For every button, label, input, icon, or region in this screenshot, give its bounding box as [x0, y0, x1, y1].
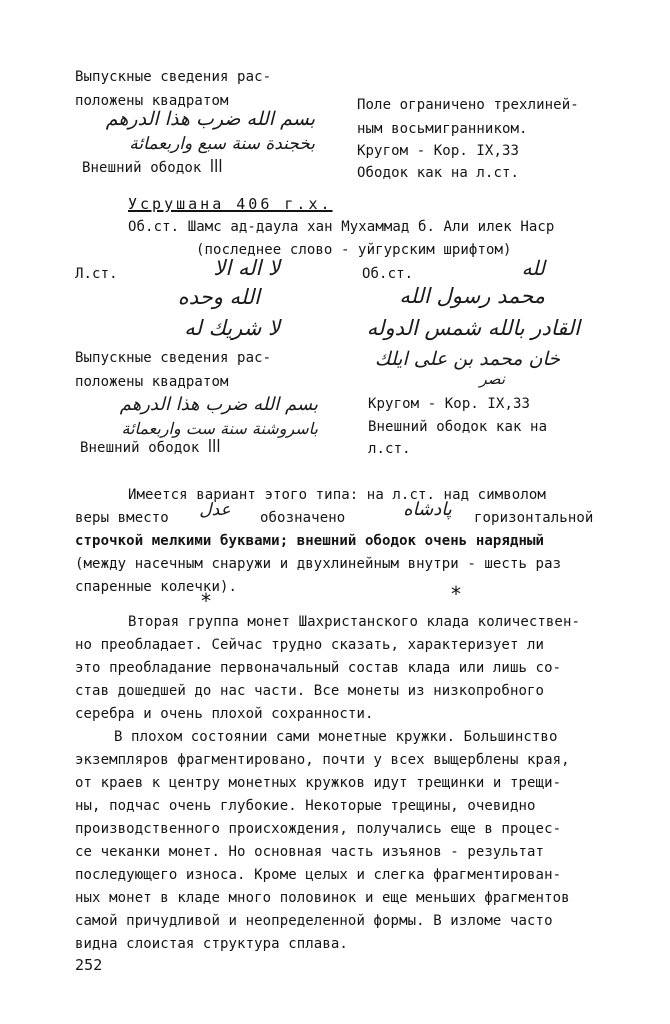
top-left-outer-rim: Внешний ободок ꟾꟾꟾ — [82, 160, 223, 176]
para1-line4: став дошедшей до нас части. Все монеты из низкопробного — [75, 683, 545, 699]
reverse-arabic-line2: محمد رسول الله — [399, 284, 545, 308]
bottom-right-line2: Внешний ободок как на — [368, 419, 548, 435]
top-left-arabic2: بخجندة سنة سبع واربعمائة — [129, 134, 315, 154]
para1-line2: но преобладает. Сейчас трудно сказать, характеризует ли — [75, 637, 545, 653]
top-left-arabic1: بسم الله ضرب هذا الدرهم — [105, 108, 315, 130]
para2-line5: производственного происхождения, получались еще в процес- — [75, 821, 562, 837]
bottom-left-line2: положены квадратом — [75, 374, 229, 390]
para2-line6: се чеканки монет. Но основная часть изъянов - результат — [75, 844, 545, 860]
para1-line1: Вторая группа монет Шахристанского клада количествен- — [128, 614, 581, 630]
variant-line4: (между насечным снаружи и двухлинейным внутри - шесть раз — [75, 556, 562, 572]
variant-arabic-padishah: پادشاه — [403, 499, 452, 520]
obverse-label: Л.ст. — [75, 266, 118, 282]
para2-line8: ных монет в кладе много половинок и еще меньших фрагментов — [75, 890, 570, 906]
top-left-line1: Выпускные сведения рас- — [75, 69, 272, 85]
section-title: Усрушана 406 г.х. — [128, 195, 333, 213]
separator-star-right: * — [450, 582, 463, 606]
top-right-line3: Кругом - Кор. IX,33 — [357, 143, 520, 159]
para2-line10: видна слоистая структура сплава. — [75, 936, 348, 952]
top-left-line2: положены квадратом — [75, 93, 229, 109]
obverse-note: (последнее слово - уйгурским шрифтом) — [196, 242, 512, 258]
para2-line7: последующего износа. Кроме целых и слегка фрагментирован- — [75, 867, 562, 883]
bottom-left-line1: Выпускные сведения рас- — [75, 350, 272, 366]
para1-line3: это преобладание первоначальный состав клада или лишь со- — [75, 660, 562, 676]
reverse-arabic-line3: القادر بالله شمس الدوله — [366, 316, 580, 340]
para2-line4: ны, подчас очень глубокие. Некоторые трещины, очевидно — [75, 798, 536, 814]
variant-line2a: веры вместо — [75, 510, 169, 526]
top-right-line1: Поле ограничено трехлиней- — [357, 97, 579, 113]
top-right-line4: Ободок как на л.ст. — [357, 165, 520, 181]
bottom-left-arabic1: بسم الله ضرب هذا الدرهم — [119, 394, 318, 415]
top-right-line2: ным восьмигранником. — [357, 121, 528, 137]
bottom-left-arabic2: باسروشنة سنة ست واربعمائة — [121, 419, 318, 438]
reverse-arabic-small: نصر — [479, 370, 505, 388]
variant-line2b: обозначено — [260, 510, 346, 526]
variant-line3: строчкой мелкими буквами; внешний ободок очень нарядный — [75, 533, 545, 549]
para1-line5: серебра и очень плохой сохранности. — [75, 706, 374, 722]
reverse-label: Об.ст. — [362, 266, 414, 282]
bottom-right-line1: Кругом - Кор. IX,33 — [368, 396, 531, 412]
variant-line2c: горизонтальной — [474, 510, 594, 526]
para2-line9: самой причудливой и неопределенной формы. В изломе часто — [75, 913, 553, 929]
bottom-right-line3: л.ст. — [368, 441, 411, 457]
variant-line1: Имеется вариант этого типа: на л.ст. над символом — [128, 487, 546, 503]
page-number: 252 — [75, 956, 103, 974]
variant-arabic-adl: عدل — [199, 500, 231, 520]
bottom-left-outer-rim: Внешний ободок ꟾꟾꟾ — [80, 440, 221, 456]
reverse-arabic-line4: خان محمد بن على ايلك — [374, 348, 560, 370]
para2-line2: экземпляров фрагментировано, почти у всех выщерблены края, — [75, 752, 570, 768]
obverse-description: Об.ст. Шамс ад-даула хан Мухаммад б. Али илек Наср — [128, 219, 555, 235]
separator-star-left: * — [200, 589, 213, 613]
para2-line3: от краев к центру монетных кружков идут трещинки и трещи- — [75, 775, 562, 791]
obverse-arabic-line3: لا شريك له — [184, 316, 280, 340]
obverse-arabic-line1: لا اله الا — [213, 256, 280, 280]
obverse-arabic-line2: الله وحده — [177, 285, 260, 309]
variant-line5: спаренные колечки). — [75, 579, 238, 595]
para2-line1: В плохом состоянии сами монетные кружки. Большинство — [114, 729, 558, 745]
reverse-arabic-line1: لله — [521, 256, 545, 280]
